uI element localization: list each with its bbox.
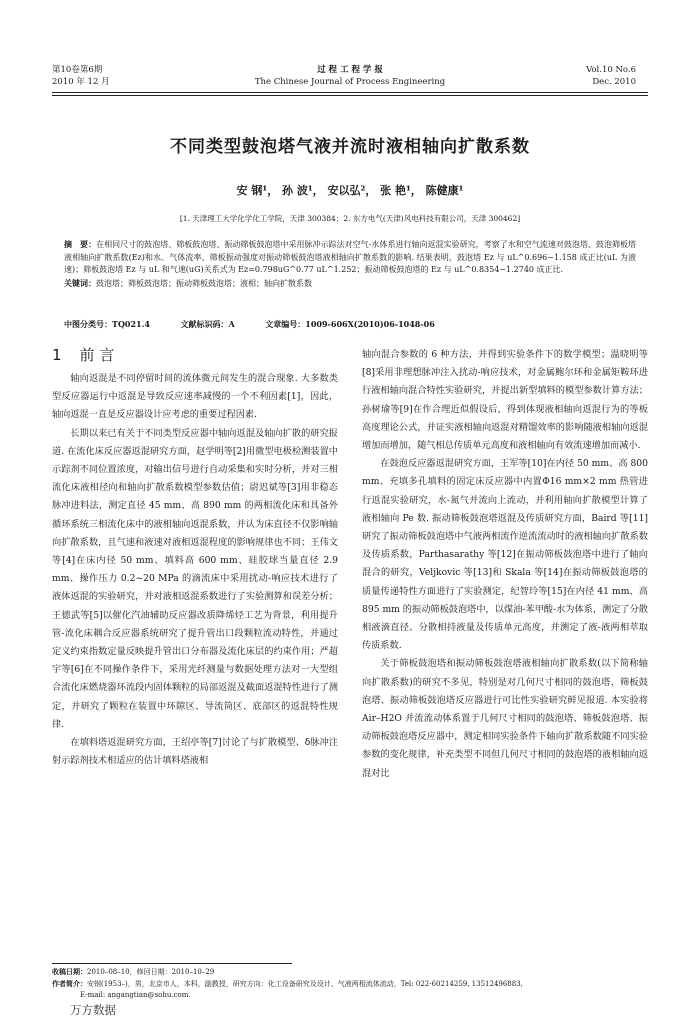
footnote [52, 966, 652, 1001]
section-title: 前 言 [79, 346, 115, 364]
footnote-rule [52, 963, 292, 964]
abstract [64, 238, 636, 277]
keywords-text: 鼓泡塔；筛板鼓泡塔；振动筛板鼓泡塔；液相；轴向扩散系数 [96, 278, 312, 288]
paragraph: 关于筛板鼓泡塔和振动筛板鼓泡塔液相轴向扩散系数(以下简称轴向扩散系数)的研究不多见，特别是对几何尺寸相同的鼓泡塔、筛板鼓泡塔、振动筛板鼓泡塔反应器进行可比性实验研究鲜见报道. 本实验将 Air–H2O 并流流动体系置于几何尺寸相同的鼓泡塔、筛板鼓泡塔、振动筛板鼓泡塔反应器中，测定相同实验条件下轴向扩散系数随不同实验参数的变化规律，补充类型不同但几何尺寸相同的鼓泡塔的液相轴向返混对比 [362, 658, 648, 779]
received-text: 2010–08–10，修回日期：2010–10–29 [87, 968, 215, 976]
received-label: 收稿日期： [52, 967, 87, 976]
author-list: 安 钢¹， 孙 波¹， 安以弘²， 张 艳¹， 陈健康¹ [236, 184, 464, 197]
section-heading [52, 344, 132, 365]
author-bio [52, 978, 652, 990]
paragraph: 轴向混合参数的 6 种方法，并得到实验条件下的数学模型；温晓明等[8]采用非理想脉冲注入扰动-响应技术，对金属鲍尔环和金属矩鞍环进行液相轴向混合特性实验研究，并提出新型填料的模型参数计算方法；孙树瑜等[9]在作合理近似假设后，得到体现液相轴向返混行为的等板高度理论公式，并证实液相轴向返混对精馏效率的影响随液相轴向返混增加而增加，随气相总传质单元高度和液相轴向有效流速增加而减小. [362, 349, 648, 452]
keywords-label: 关键词： [64, 277, 96, 288]
author-bio-text: 安钢(1953–)，男，北京市人，本科，副教授，研究方向：化工设备研究及设计、气液两相流体流动，Tel: 022-60214259, 13512496883, [87, 980, 523, 988]
journal-name-en: The Chinese Journal of Process Engineering [254, 77, 446, 87]
paragraph: 长期以来已有关于不同类型反应器中轴向返混及轴向扩散的研究报道. 在流化床反应器返混研究方面，赵学明等[2]用微型电极检测装置中示踪剂不同位置浓度，对输出信号进行自动采集和实时分析，并对三相流化床液相径向和轴向扩散系数模型参数估值；尉迟斌等[3]用非稳态脉冲进料法，测定直径 45 mm、高 890 mm 的两相流化床和具备外循环系统三相流化床中的液相轴向返混系数，并认为床直径不仅影响轴向扩散系数，且气速和液速对液相返混程度的影响规律也不同；王伟文等[4]在床内径 50 mm、填料高 600 mm、硅胶球当量直径 2.9 mm、操作压力 0.2~20 MPa 的滴流床中采用扰动-响应技术进行了液体返混的实验研究，并对液相返混系数进行了实验测算和误差分析；王德武等[5]以催化汽油辅助反应器改质降烯烃工艺为背景，利用提升管-流化床耦合反应器系统研究了提升管出口段颗粒流动特性，并通过定义约束指数定量反映提升管出口分布器及流化床层的约束作用；严超宇等[6]在不同操作条件下，采用光纤测量与数据处理方法对一大型组合流化床燃烧器环流段内固体颗粒的局部返混及截面返混特性进行了测定，并研究了颗粒在装置中环隙区、导流筒区、底部区的返混特性规律. [52, 427, 338, 730]
author-bio-label: 作者简介： [52, 979, 87, 988]
abstract-block [64, 238, 636, 290]
volume-en: Vol.10 No.6 [586, 65, 636, 75]
author-email: E-mail: angangtian@sohu.com. [80, 991, 191, 999]
paragraph: 轴向返混是不同停留时间的流体微元间发生的混合现象. 大多数类型反应器运行中返混是导致反应速率减慢的一个不利因素[1]，因此，轴向返混一直是反应器设计应考虑的重要过程因素. [52, 373, 338, 421]
affiliation: [1. 天津理工大学化学化工学院，天津 300384；2. 东方电气(天津)风电科技有限公司，天津 300462] [179, 214, 521, 223]
watermark: 万方数据 [70, 1003, 116, 1017]
abstract-label: 摘 要： [64, 239, 97, 249]
journal-issue-en [586, 64, 636, 88]
clc-number: 中图分类号：TQ021.4 [64, 319, 150, 329]
article-number: 文章编号：1009-606X(2010)06-1048-06 [265, 319, 435, 329]
header-rule-thin [52, 95, 648, 96]
left-column [52, 370, 338, 770]
issue-date: 2010 年 12 月 [52, 77, 110, 87]
abstract-text: 在相同尺寸的鼓泡塔、筛板鼓泡塔、振动筛板鼓泡塔中采用脉冲示踪法对空气-水体系进行轴向返混实验研究，考察了水和空气流速对鼓泡塔、鼓泡筛板塔液相轴向扩散系数(Ez)和水、气体流率、筛板振动强度对振动筛板鼓泡塔液相轴向扩散系数的影响. 结果表明，鼓泡塔 Ez 与 uL^0.696~1.158 成正比(uL 为液速)；筛板鼓泡塔 Ez 与 uL 和气速(uG)关系式为 Ez=0.798uG^0.77 uL^1.252；振动筛板鼓泡塔的 Ez 与 uL^0.8354~1.2740 成正比. [64, 240, 636, 274]
journal-name-cn: 过 程 工 程 学 报 [317, 65, 383, 75]
paragraph: 在填料塔返混研究方面，王绍亭等[7]讨论了与扩散模型、δ脉冲注射示踪剂技术相适应的估计填料塔液相 [52, 737, 338, 767]
paragraph: 在鼓泡反应器返混研究方面，王军等[10]在内径 50 mm、高 800 mm、充填多孔填料的固定床反应器中内置Φ16 mm×2 mm 热管进行返混实验研究，水-氮气并流向上流动，并利用轴向扩散模型计算了液相轴向 Pe 数. 振动筛板鼓泡塔返混及传质研究方面，Baird 等[11]研究了振动筛板鼓泡塔中气液两相流作逆流流动时的液相轴向扩散系数及传质系数，Parthasarathy 等[12]在振动筛板鼓泡塔中进行了轴向混合的研究，Veljkovic 等[13]和 Skala 等[14]在振动筛板鼓泡塔的质量传递特性方面进行了实验测定，纪智玲等[15]在内径 41 mm、高 895 mm 的振动筛板鼓泡塔中，以煤油-苯甲酸-水为体系，测定了分散相液滴直径、分散相持液量及传质单元高度，并测定了液-液两相萃取传质系数. [362, 458, 648, 652]
issue-volume: 第10卷第6期 [52, 65, 103, 75]
keywords [64, 277, 636, 291]
header-rule [52, 92, 648, 93]
right-column [362, 346, 648, 783]
classification-meta [64, 319, 636, 330]
paper-title: 不同类型鼓泡塔气液并流时液相轴向扩散系数 [170, 137, 530, 157]
doc-code: 文献标识码：A [180, 319, 235, 329]
section-number: 1 [52, 346, 62, 364]
received-date [52, 966, 652, 978]
date-en: Dec. 2010 [592, 77, 636, 87]
